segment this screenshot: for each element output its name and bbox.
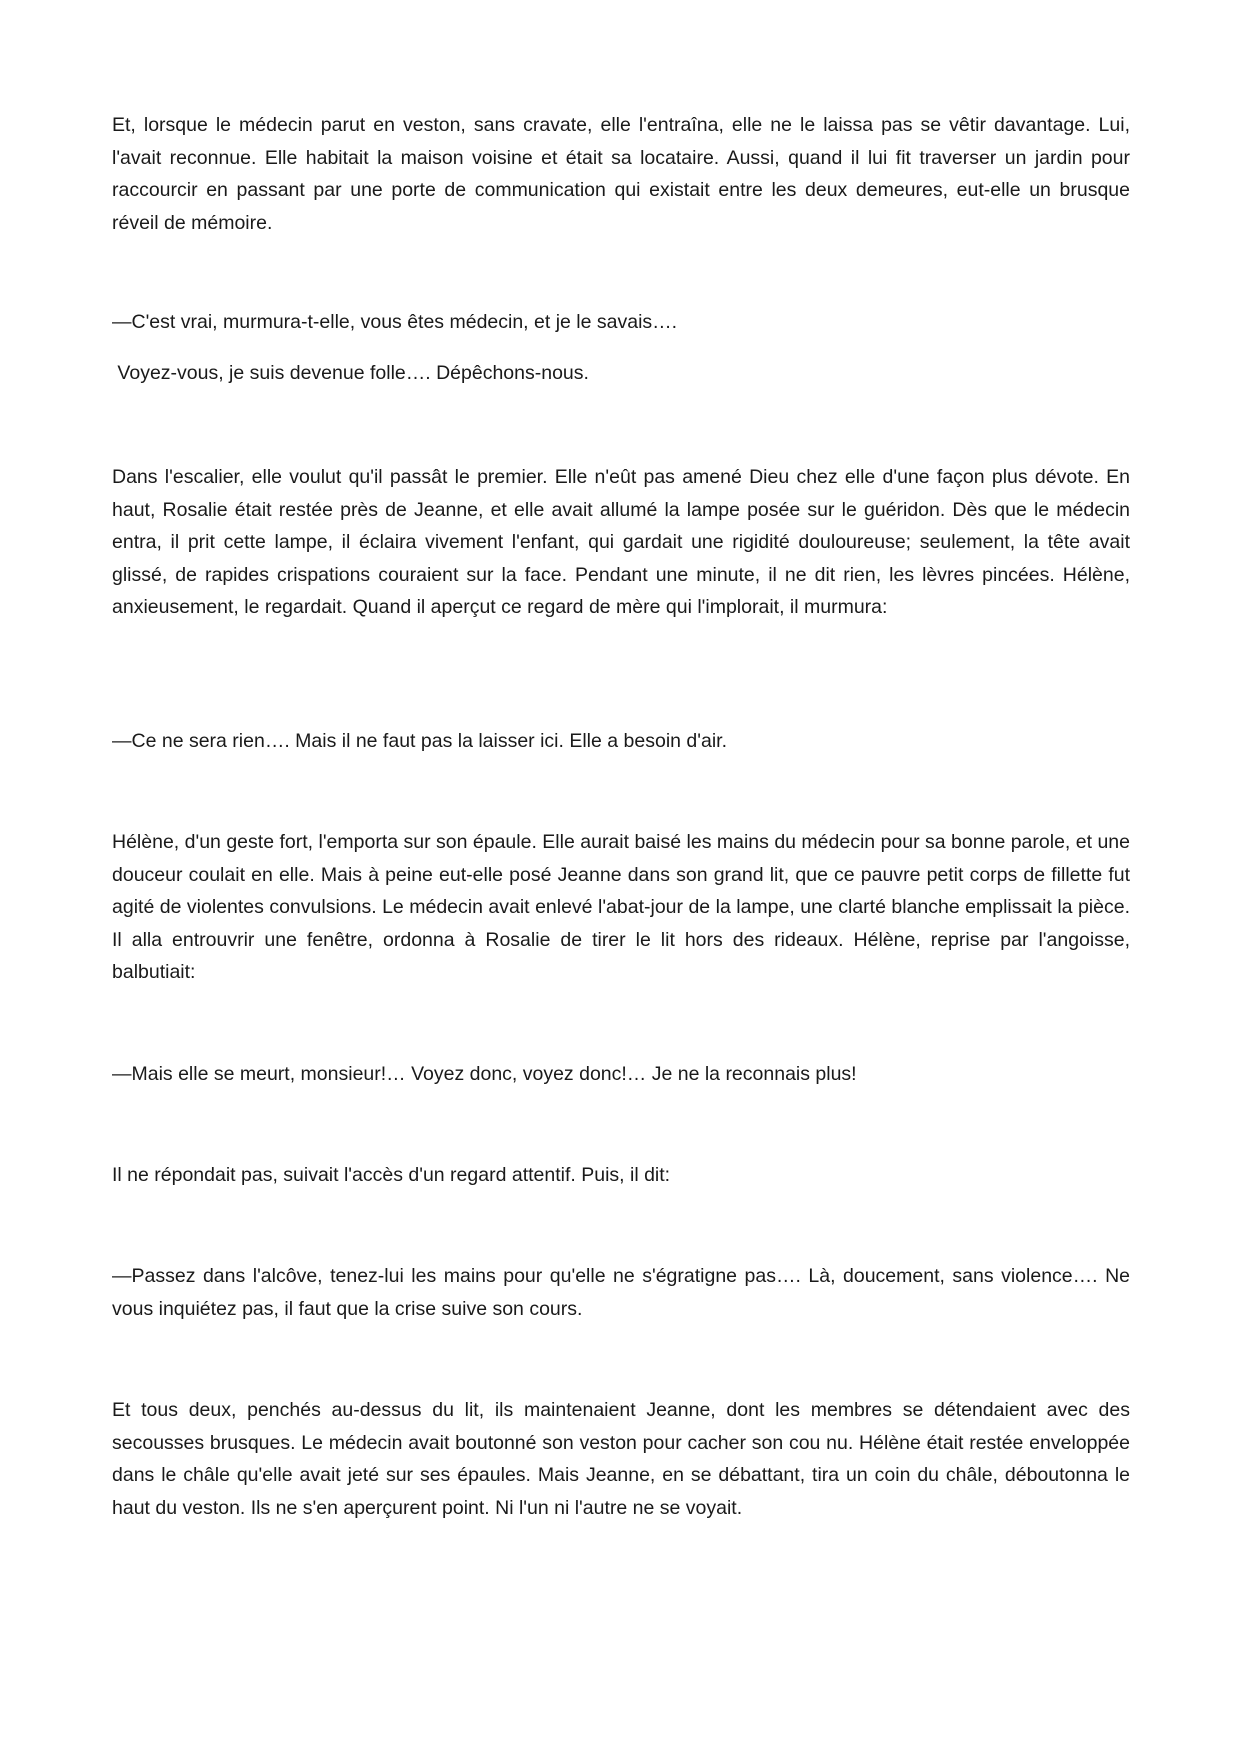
paragraph-4: Dans l'escalier, elle voulut qu'il passât le premier. Elle n'eût pas amené Dieu chez elle d'une façon plus dévote. En haut, Rosalie était restée près de Jeanne, et elle avait allumé la lampe posée sur le guéridon. Dès que le médecin entra, il prit cette lampe, il éclaira vivement l'enfant, qui gardait une rigidité douloureuse; seulement, la tête avait glissé, de rapides crispations couraient sur la face. Pendant une minute, il ne dit rien, les lèvres pincées. Hélène, anxieusement, le regardait. Quand il aperçut ce regard de mère qui l'implorait, il murmura: [112, 466, 1130, 618]
paragraph-6: Hélène, d'un geste fort, l'emporta sur son épaule. Elle aurait baisé les mains du médecin pour sa bonne parole, et une douceur coulait en elle. Mais à peine eut-elle posé Jeanne dans son grand lit, que ce pauvre petit corps de fillette fut agité de violentes convulsions. Le médecin avait enlevé l'abat-jour de la lampe, une clarté blanche emplissait la pièce. Il alla entrouvrir une fenêtre, ordonna à Rosalie de tirer le lit hors des rideaux. Hélène, reprise par l'angoisse, balbutiait: [112, 831, 1130, 983]
paragraph-10: Et tous deux, penchés au-dessus du lit, ils maintenaient Jeanne, dont les membres se détendaient avec des secousses brusques. Le médecin avait boutonné son veston pour cacher son cou nu. Hélène était restée enveloppée dans le châle qu'elle avait jeté sur ses épaules. Mais Jeanne, en se débattant, tira un coin du châle, déboutonna le haut du veston. Ils ne s'en aperçurent point. Ni l'un ni l'autre ne se voyait. [112, 1399, 1130, 1519]
paragraph-5: —Ce ne sera rien…. Mais il ne faut pas la laisser ici. Elle a besoin d'air. [112, 730, 728, 752]
paragraph-2: —C'est vrai, murmura-t-elle, vous êtes médecin, et je le savais…. [112, 311, 678, 333]
paragraph-7: —Mais elle se meurt, monsieur!… Voyez donc, voyez donc!… Je ne la reconnais plus! [112, 1063, 857, 1085]
paragraph-8: Il ne répondait pas, suivait l'accès d'un regard attentif. Puis, il dit: [112, 1164, 671, 1186]
paragraph-9: —Passez dans l'alcôve, tenez-lui les mains pour qu'elle ne s'égratigne pas…. Là, doucement, sans violence…. Ne vous inquiétez pas, il faut que la crise suive son cours. [112, 1265, 1130, 1320]
paragraph-3: Voyez-vous, je suis devenue folle…. Dépêchons-nous. [112, 362, 589, 384]
paragraph-1: Et, lorsque le médecin parut en veston, sans cravate, elle l'entraîna, elle ne le laissa pas se vêtir davantage. Lui, l'avait reconnue. Elle habitait la maison voisine et était sa locataire. Aussi, quand il lui fit traverser un jardin pour raccourcir en passant par une porte de communication qui existait entre les deux demeures, eut-elle un brusque réveil de mémoire. [112, 114, 1130, 234]
